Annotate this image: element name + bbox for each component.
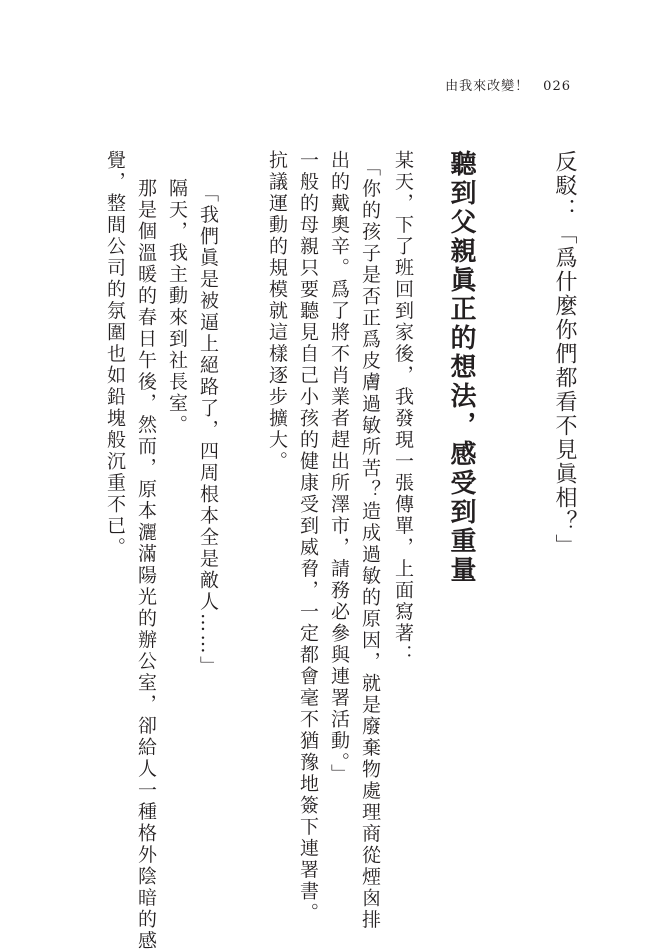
body-column: 出的戴奧辛。爲了將不肖業者趕出所澤市，請務必參與連署活動。」	[328, 150, 350, 786]
body-column: 抗議運動的規模就這樣逐步擴大。	[266, 150, 288, 473]
body-column: 那是個溫暖的春日午後，然而，原本灑滿陽光的辦公室，卻給人一種格外陰暗的感	[135, 178, 157, 952]
body-column: 一般的母親只要聽見自己小孩的健康受到威脅，一定都會毫不猶豫地簽下連署書。	[297, 150, 319, 924]
body-column: 某天，下了班回到家後，我發現一張傳單，上面寫著：	[392, 150, 414, 666]
page-number: 026	[543, 79, 571, 94]
body-column: 覺，整間公司的氛圍也如鉛塊般沉重不已。	[104, 150, 126, 559]
body-column: 「你的孩子是否正爲皮膚過敏所苦？造成過敏的原因，就是廢棄物處理商從煙囪排	[359, 157, 381, 931]
running-head	[445, 75, 571, 94]
body-column: 「我們眞是被逼上絕路了，四周根本全是敵人……」	[197, 183, 219, 678]
body-column: 隔天，我主動來到社長室。	[166, 178, 188, 436]
running-head-title: 由我來改變！	[445, 79, 530, 94]
section-subhead: 反駁：「爲什麼你們都看不見眞相？」	[552, 150, 577, 558]
section-heading: 聽到父親眞正的想法，感受到重量	[446, 150, 476, 585]
